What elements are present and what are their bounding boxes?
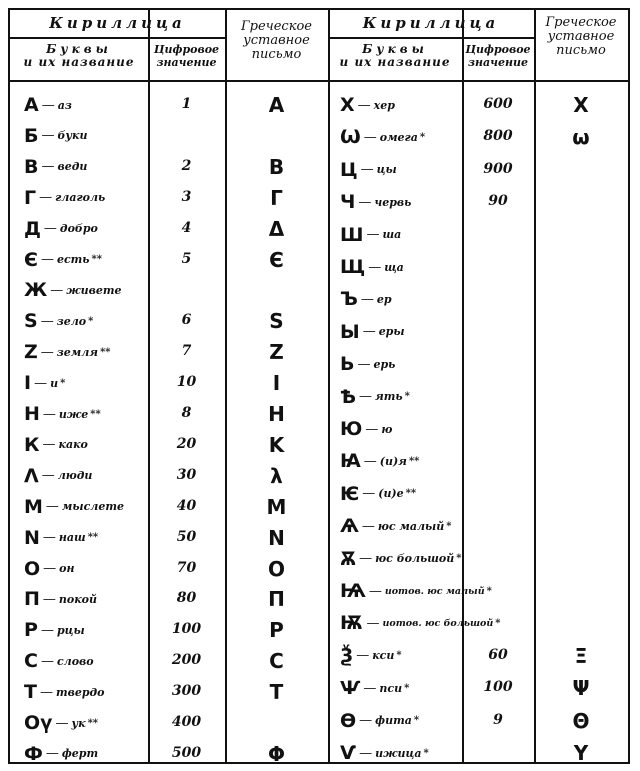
greek-letter: Ψ bbox=[572, 676, 590, 701]
numeric-value: 100 bbox=[171, 621, 202, 638]
cyrillic-letter: Г bbox=[24, 186, 37, 209]
letter-entry bbox=[340, 126, 425, 148]
dash-separator: — bbox=[359, 551, 373, 567]
header-divider bbox=[10, 37, 225, 39]
header-line: уставное bbox=[547, 29, 615, 44]
header-line: Цифровое bbox=[153, 43, 220, 56]
numeric-value: 800 bbox=[483, 128, 513, 145]
footnote-mark: * bbox=[60, 377, 66, 389]
cyrillic-letter: Ѫ bbox=[340, 547, 357, 570]
footnote-mark: * bbox=[404, 391, 410, 403]
letter-entry bbox=[340, 742, 429, 764]
cyrillic-letter: N bbox=[24, 526, 40, 549]
letter-name: живете bbox=[66, 283, 122, 297]
cyrillic-letter: Ж bbox=[24, 279, 48, 302]
letter-entry bbox=[24, 341, 111, 363]
dash-separator: — bbox=[42, 406, 56, 422]
letter-entry bbox=[24, 249, 102, 271]
header-line: письмо bbox=[251, 47, 302, 62]
cyrillic-letter: Оү bbox=[24, 712, 53, 734]
footnote-mark: * bbox=[423, 747, 429, 759]
letter-entry bbox=[24, 558, 75, 580]
letter-name: веди bbox=[57, 160, 88, 174]
header-digital-value-right bbox=[462, 43, 534, 69]
header-line: и их название bbox=[339, 55, 451, 69]
cyrillic-letter: Ы bbox=[340, 320, 360, 343]
greek-letter: Υ bbox=[573, 741, 589, 765]
cyrillic-letter: Ѩ bbox=[340, 580, 366, 602]
letter-entry bbox=[340, 288, 392, 310]
cyrillic-letter: Ь bbox=[340, 353, 355, 376]
letter-entry bbox=[340, 159, 397, 181]
header-greek-left bbox=[225, 20, 328, 62]
footnote-mark: * bbox=[396, 650, 402, 662]
cyrillic-letter: Ѣ bbox=[340, 385, 356, 408]
letter-name: ю bbox=[381, 422, 393, 436]
dash-separator: — bbox=[358, 194, 372, 210]
letter-name: он bbox=[59, 562, 75, 575]
letter-entry bbox=[340, 353, 395, 375]
letter-name: наш bbox=[58, 531, 86, 545]
cyrillic-letter: А bbox=[24, 94, 39, 116]
numeric-value: 900 bbox=[483, 160, 513, 177]
header-line: значение bbox=[467, 56, 529, 69]
letter-entry bbox=[24, 218, 98, 240]
dash-separator: — bbox=[359, 745, 373, 761]
cyrillic-letter: Б bbox=[24, 124, 39, 147]
dash-separator: — bbox=[366, 227, 380, 243]
greek-letter: І bbox=[272, 371, 281, 396]
greek-letter: Ν bbox=[268, 525, 285, 550]
cyrillic-letter: Ζ bbox=[24, 341, 38, 364]
cyrillic-letter: Ю bbox=[340, 418, 363, 440]
header-line: Цифровое bbox=[465, 43, 531, 56]
header-line: Буквы bbox=[46, 42, 112, 56]
dash-separator: — bbox=[360, 162, 374, 178]
letter-name: ять bbox=[374, 390, 403, 404]
cyrillic-letter: Р bbox=[24, 619, 38, 642]
numeric-value: 10 bbox=[176, 374, 197, 391]
numeric-value: 6 bbox=[181, 312, 192, 329]
cyrillic-letter: С bbox=[24, 650, 38, 673]
footnote-mark: ** bbox=[91, 254, 103, 265]
cyrillic-letter: Ѯ bbox=[340, 644, 354, 667]
letter-name: мыслете bbox=[61, 500, 124, 514]
cyrillic-letter: Ѭ bbox=[340, 612, 364, 635]
letter-name: како bbox=[58, 438, 88, 452]
letter-name: иотов. юс большой bbox=[382, 617, 494, 629]
letter-entry bbox=[24, 310, 93, 332]
numeric-value: 40 bbox=[176, 497, 197, 514]
letter-entry bbox=[340, 386, 410, 408]
letter-entry bbox=[340, 548, 462, 570]
greek-letter: Α bbox=[268, 93, 285, 117]
numeric-value: 90 bbox=[488, 193, 508, 210]
numeric-value: 3 bbox=[181, 188, 192, 205]
letter-entry bbox=[340, 94, 395, 116]
letter-entry bbox=[24, 465, 92, 487]
footnote-mark: * bbox=[88, 315, 94, 327]
footnote-mark: ** bbox=[405, 488, 417, 500]
dash-separator: — bbox=[43, 561, 57, 576]
letter-name: слово bbox=[56, 654, 94, 668]
dash-separator: — bbox=[50, 282, 64, 298]
letter-name: омега bbox=[379, 130, 418, 144]
dash-separator: — bbox=[362, 324, 376, 340]
numeric-value: 2 bbox=[181, 157, 192, 174]
letter-name: и bbox=[50, 376, 59, 390]
letter-entry bbox=[340, 191, 411, 213]
greek-letter: С bbox=[269, 649, 284, 674]
dash-separator: — bbox=[41, 159, 55, 175]
numeric-value: 50 bbox=[176, 528, 197, 545]
dash-separator: — bbox=[40, 344, 54, 360]
letter-name: ук bbox=[71, 716, 86, 730]
dash-separator: — bbox=[39, 684, 53, 700]
footnote-mark: * bbox=[495, 617, 501, 629]
header-cyrillic-right: Кириллица bbox=[362, 14, 500, 32]
greek-letter: Ρ bbox=[269, 618, 284, 643]
letter-name: пси bbox=[379, 681, 403, 695]
cyrillic-letter: Є bbox=[24, 248, 38, 271]
letter-name: фита bbox=[375, 714, 412, 728]
greek-letter: Ѕ bbox=[269, 309, 284, 334]
dash-separator: — bbox=[40, 313, 54, 329]
letter-entry bbox=[340, 256, 404, 278]
cyrillic-letter: Ф bbox=[24, 742, 43, 765]
cyrillic-letter: Ѱ bbox=[340, 677, 361, 700]
cyrillic-letter: В bbox=[24, 155, 39, 178]
letter-entry bbox=[340, 515, 451, 537]
footnote-mark: * bbox=[413, 715, 420, 727]
cyrillic-letter: Ѥ bbox=[340, 482, 360, 505]
letter-entry bbox=[340, 612, 501, 634]
letter-name: зело bbox=[56, 314, 87, 328]
header-line: Греческое bbox=[545, 15, 617, 30]
cyrillic-letter: Ꙗ bbox=[340, 450, 361, 473]
dash-separator: — bbox=[42, 437, 56, 453]
header-line: письмо bbox=[556, 43, 606, 58]
letter-entry bbox=[340, 418, 392, 440]
cyrillic-letter: К bbox=[24, 433, 40, 456]
cyrillic-letter: П bbox=[24, 588, 40, 611]
letter-name: червь bbox=[374, 195, 412, 209]
dash-separator: — bbox=[360, 291, 374, 307]
footnote-mark: * bbox=[419, 131, 426, 143]
dash-separator: — bbox=[358, 389, 372, 405]
greek-letter: Ο bbox=[267, 556, 285, 581]
cyrillic-greek-table bbox=[8, 8, 630, 764]
cyrillic-letter: Ъ bbox=[340, 288, 358, 311]
dash-separator: — bbox=[365, 421, 379, 437]
numeric-value: 600 bbox=[483, 96, 513, 112]
cyrillic-letter: І bbox=[24, 372, 32, 395]
letter-name: иотов. юс малый bbox=[384, 585, 485, 597]
header-line: значение bbox=[156, 56, 217, 69]
dash-separator: — bbox=[55, 715, 69, 731]
dash-separator: — bbox=[43, 221, 57, 237]
numeric-value: 1 bbox=[181, 96, 192, 112]
greek-letter: Χ bbox=[573, 93, 589, 117]
letter-name: (и)е bbox=[378, 487, 404, 501]
numeric-value: 9 bbox=[493, 711, 503, 728]
letter-name: глаголь bbox=[55, 191, 106, 205]
cyrillic-letter: Ѳ bbox=[340, 709, 357, 732]
greek-letter: Π bbox=[268, 587, 285, 612]
letter-entry bbox=[340, 645, 402, 667]
greek-letter: Є bbox=[269, 247, 284, 272]
letter-entry bbox=[24, 743, 98, 765]
letter-name: хер bbox=[373, 98, 395, 112]
letter-entry bbox=[24, 372, 65, 394]
numeric-value: 8 bbox=[181, 405, 192, 421]
dash-separator: — bbox=[366, 615, 380, 631]
header-line: Греческое bbox=[241, 19, 312, 34]
numeric-value: 30 bbox=[176, 466, 197, 483]
header-cyrillic-left: Кириллица bbox=[49, 14, 186, 32]
letter-name: земля bbox=[56, 345, 99, 359]
cyrillic-letter: Т bbox=[24, 681, 37, 704]
dash-separator: — bbox=[363, 453, 377, 469]
footnote-mark: * bbox=[456, 553, 462, 565]
letter-entry bbox=[24, 650, 94, 672]
letter-entry bbox=[24, 125, 87, 147]
letter-name: есть bbox=[56, 253, 90, 266]
footnote-mark: ** bbox=[87, 717, 99, 729]
greek-letter: Τ bbox=[269, 680, 284, 705]
footnote-mark: * bbox=[446, 520, 452, 532]
letter-entry bbox=[340, 677, 409, 699]
letter-name: (и)я bbox=[379, 454, 407, 468]
greek-letter: Θ bbox=[572, 708, 590, 733]
header-digital-value-left bbox=[148, 43, 225, 69]
header-divider bbox=[328, 37, 534, 39]
letter-name: покой bbox=[58, 592, 98, 606]
dash-separator: — bbox=[34, 375, 48, 391]
footnote-mark: ** bbox=[100, 346, 111, 358]
letter-name: рцы bbox=[56, 623, 85, 637]
letter-name: аз bbox=[57, 98, 72, 112]
header-line: и их название bbox=[23, 55, 135, 69]
header-bottom-rule bbox=[10, 80, 628, 82]
letter-entry bbox=[340, 224, 401, 246]
header-letters-names-right bbox=[328, 43, 462, 69]
numeric-value: 7 bbox=[181, 343, 192, 360]
letter-entry bbox=[24, 403, 101, 425]
cyrillic-letter: Щ bbox=[340, 256, 366, 278]
greek-letter: Κ bbox=[268, 432, 285, 457]
footnote-mark: ** bbox=[408, 455, 420, 467]
dash-separator: — bbox=[359, 713, 373, 729]
cyrillic-letter: Ѧ bbox=[340, 515, 359, 538]
cyrillic-letter: М bbox=[24, 495, 43, 518]
dash-separator: — bbox=[40, 653, 54, 669]
dash-separator: — bbox=[368, 583, 382, 599]
letter-name: ферт bbox=[61, 747, 99, 761]
greek-letter: Φ bbox=[267, 741, 285, 766]
letter-name: ща bbox=[384, 260, 404, 274]
numeric-value: 5 bbox=[181, 250, 192, 267]
numeric-value: 20 bbox=[176, 435, 197, 452]
cyrillic-letter: Λ bbox=[24, 464, 39, 487]
numeric-value: 400 bbox=[171, 714, 202, 730]
cyrillic-letter: О bbox=[24, 557, 41, 580]
letter-entry bbox=[24, 187, 105, 209]
greek-letter: λ bbox=[270, 463, 283, 488]
letter-entry bbox=[24, 434, 88, 456]
letter-name: буки bbox=[57, 129, 88, 143]
letter-name: кси bbox=[372, 649, 395, 663]
header-greek-right bbox=[534, 16, 628, 58]
letter-name: твердо bbox=[55, 685, 105, 699]
numeric-value: 200 bbox=[171, 652, 202, 669]
cyrillic-letter: Ц bbox=[340, 158, 358, 181]
dash-separator: — bbox=[39, 190, 53, 206]
numeric-value: 500 bbox=[171, 744, 202, 761]
letter-entry bbox=[340, 450, 419, 472]
letter-entry bbox=[340, 321, 405, 343]
dash-separator: — bbox=[356, 648, 370, 664]
letter-entry bbox=[340, 580, 492, 602]
dash-separator: — bbox=[42, 591, 56, 607]
letter-name: иже bbox=[58, 407, 89, 421]
greek-letter: Ξ bbox=[574, 643, 588, 668]
letter-entry bbox=[24, 681, 105, 703]
letter-name: ша bbox=[382, 228, 402, 242]
dash-separator: — bbox=[361, 518, 375, 534]
numeric-value: 4 bbox=[181, 219, 192, 236]
greek-letter: ω bbox=[572, 125, 590, 150]
footnote-mark: * bbox=[404, 682, 410, 694]
cyrillic-letter: Ѡ bbox=[340, 126, 361, 149]
cyrillic-letter: Х bbox=[340, 94, 355, 116]
letter-name: еры bbox=[378, 325, 405, 339]
header-line: уставное bbox=[243, 33, 310, 48]
dash-separator: — bbox=[45, 499, 59, 515]
dash-separator: — bbox=[41, 128, 55, 144]
numeric-value: 80 bbox=[176, 590, 197, 607]
cyrillic-letter: Ш bbox=[340, 223, 364, 246]
letter-entry bbox=[340, 483, 416, 505]
dash-separator: — bbox=[41, 97, 55, 113]
greek-letter: Μ bbox=[266, 494, 287, 519]
letter-entry bbox=[24, 712, 98, 734]
dash-separator: — bbox=[41, 468, 55, 484]
dash-separator: — bbox=[357, 97, 371, 113]
letter-name: ер bbox=[376, 292, 392, 306]
dash-separator: — bbox=[45, 746, 59, 762]
numeric-value: 60 bbox=[488, 646, 508, 663]
greek-letter: Δ bbox=[268, 216, 285, 241]
column-divider bbox=[328, 10, 330, 762]
footnote-mark: ** bbox=[87, 532, 99, 544]
cyrillic-letter: Н bbox=[24, 403, 40, 425]
letter-name: люди bbox=[57, 469, 93, 483]
letter-name: добро bbox=[59, 222, 98, 236]
dash-separator: — bbox=[363, 680, 377, 696]
letter-name: юс малый bbox=[377, 519, 445, 533]
letter-name: юс большой bbox=[375, 552, 455, 566]
letter-entry bbox=[24, 619, 85, 641]
cyrillic-letter: Ѕ bbox=[24, 310, 38, 333]
letter-entry bbox=[24, 588, 97, 610]
dash-separator: — bbox=[368, 259, 382, 275]
header-letters-names-left bbox=[10, 43, 148, 69]
greek-letter: Β bbox=[268, 154, 285, 179]
letter-entry bbox=[24, 279, 122, 301]
cyrillic-letter: Ѵ bbox=[340, 742, 357, 764]
greek-letter: Γ bbox=[270, 185, 283, 210]
header-line: Буквы bbox=[362, 42, 428, 56]
dash-separator: — bbox=[40, 252, 54, 267]
dash-separator: — bbox=[362, 486, 376, 502]
dash-separator: — bbox=[42, 530, 56, 546]
letter-name: цы bbox=[376, 163, 397, 177]
letter-name: ерь bbox=[373, 357, 396, 371]
numeric-value: 300 bbox=[171, 683, 202, 700]
dash-separator: — bbox=[357, 356, 371, 372]
numeric-value: 100 bbox=[483, 679, 513, 696]
letter-entry bbox=[24, 156, 87, 178]
letter-entry bbox=[24, 94, 72, 116]
dash-separator: — bbox=[40, 622, 54, 638]
footnote-mark: * bbox=[486, 585, 492, 597]
cyrillic-letter: Д bbox=[24, 217, 41, 240]
greek-letter: Ζ bbox=[269, 340, 284, 365]
greek-letter: Η bbox=[268, 402, 285, 426]
letter-entry bbox=[340, 710, 419, 732]
letter-name: ижица bbox=[375, 746, 422, 760]
numeric-value: 70 bbox=[176, 559, 197, 576]
footnote-mark: ** bbox=[90, 408, 101, 420]
cyrillic-letter: Ч bbox=[340, 191, 356, 214]
letter-entry bbox=[24, 496, 124, 518]
letter-entry bbox=[24, 527, 98, 549]
dash-separator: — bbox=[363, 129, 377, 145]
